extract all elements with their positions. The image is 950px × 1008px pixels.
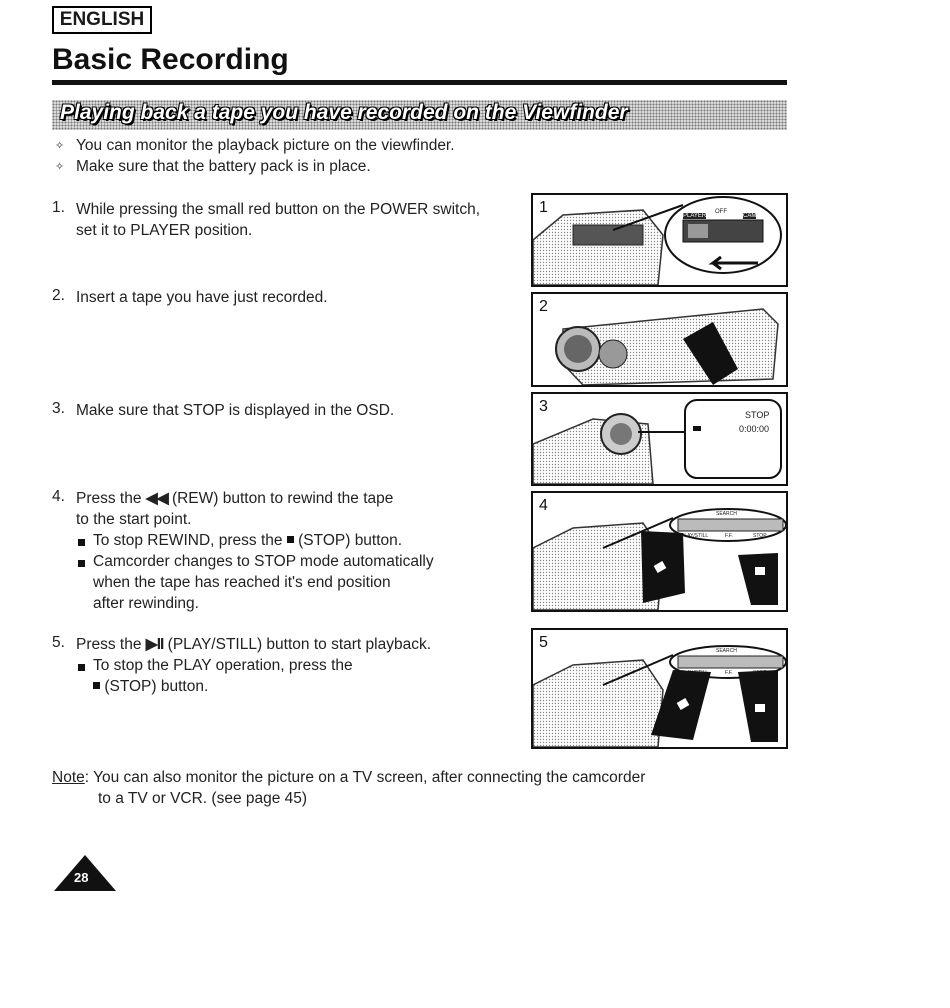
figure-4-number: 4 (539, 497, 548, 514)
rewind-icon: ◀◀ (145, 490, 168, 507)
figure-4-label-ff: F.F. (725, 533, 733, 539)
page-number-badge (54, 855, 116, 891)
step-3-number: 3. (52, 400, 65, 417)
step-4-sub-2-line-1: Camcorder changes to STOP mode automatically (93, 553, 434, 570)
step-5-sub-1-line-1: To stop the PLAY operation, press the (93, 657, 353, 674)
figure-2-number: 2 (539, 298, 548, 315)
step-4-sub-1 (93, 530, 402, 551)
square-bullet-icon (78, 664, 85, 671)
square-bullet-icon (78, 539, 85, 546)
step-5-line-1 (76, 634, 431, 655)
figure-4-label-search: SEARCH (716, 511, 737, 517)
step-5-text-post: (PLAY/STILL) button to start playback. (167, 636, 431, 653)
note-line-2: to a TV or VCR. (see page 45) (98, 790, 308, 807)
step-5-sub-1-line-2 (93, 676, 208, 697)
osd-counter: 0:00:00 (739, 424, 770, 434)
title-rule (52, 80, 787, 85)
figure-5-label-play-still: PLAY/STILL (681, 670, 709, 676)
step-2-number: 2. (52, 287, 65, 304)
figure-3-number: 3 (539, 398, 548, 415)
camcorder-illustration (533, 493, 786, 610)
figure-1-label-cam: CAM (743, 213, 757, 219)
page-title: Basic Recording (52, 43, 289, 76)
figure-5-play (531, 628, 788, 749)
step-4-text-pre: Press the (76, 490, 142, 507)
figure-1-power-switch (531, 193, 788, 287)
step-1-line-2: set it to PLAYER position. (76, 222, 253, 239)
diamond-bullet-icon: ✧ (55, 140, 65, 152)
play-still-icon: ▶II (145, 636, 164, 653)
stop-icon (287, 536, 294, 543)
step-4-sub-1-post: (STOP) button. (298, 532, 403, 549)
step-1-line-1: While pressing the small red button on the POWER switch, (76, 201, 481, 218)
step-4-line-1 (76, 488, 393, 509)
language-badge: ENGLISH (52, 6, 152, 34)
intro-bullet-1: You can monitor the playback picture on the viewfinder. (76, 137, 455, 154)
camcorder-illustration (533, 630, 786, 747)
figure-1-number: 1 (539, 199, 548, 216)
figure-5-label-ff: F.F. (725, 670, 733, 676)
figure-2-insert-tape (531, 292, 788, 387)
step-5-number: 5. (52, 634, 65, 651)
step-3-line-1: Make sure that STOP is displayed in the OSD. (76, 402, 395, 419)
figure-4-label-stop: STOP (753, 533, 767, 539)
figure-4-rewind (531, 491, 788, 612)
step-4-sub-1-pre: To stop REWIND, press the (93, 532, 283, 549)
intro-bullet-2: Make sure that the battery pack is in place. (76, 158, 371, 175)
step-4-line-2: to the start point. (76, 511, 192, 528)
step-5-sub-1-line-2-text: (STOP) button. (104, 678, 209, 695)
figure-3-osd-stop (531, 392, 788, 486)
page-number: 28 (74, 870, 89, 885)
step-4-sub-2-line-3: after rewinding. (93, 595, 199, 612)
figure-5-label-stop: STOP (753, 670, 767, 676)
camcorder-illustration (533, 195, 786, 285)
step-1-number: 1. (52, 199, 65, 216)
note-text-1: : You can also monitor the picture on a TV screen, after connecting the camcorder (84, 769, 646, 786)
note-line-1 (52, 767, 645, 788)
camcorder-illustration (533, 394, 786, 484)
osd-mode-label: STOP (745, 410, 770, 420)
square-bullet-icon (78, 560, 85, 567)
figure-4-label-play-still: PLAY/STILL (681, 533, 709, 539)
step-4-sub-2-line-2: when the tape has reached it's end position (93, 574, 391, 591)
figure-5-label-search: SEARCH (716, 648, 737, 654)
step-4-number: 4. (52, 488, 65, 505)
step-5-text-pre: Press the (76, 636, 142, 653)
section-title: Playing back a tape you have recorded on the Viewfinder (60, 101, 628, 124)
figure-1-label-player: PLAYER (683, 213, 707, 219)
note-label: Note (52, 769, 85, 786)
figure-1-label-off: OFF (715, 209, 727, 215)
step-4-text-post: (REW) button to rewind the tape (171, 490, 394, 507)
stop-icon (93, 682, 100, 689)
step-2-line-1: Insert a tape you have just recorded. (76, 289, 328, 306)
figure-5-number: 5 (539, 634, 548, 651)
camcorder-illustration (533, 294, 786, 385)
diamond-bullet-icon: ✧ (55, 161, 65, 173)
